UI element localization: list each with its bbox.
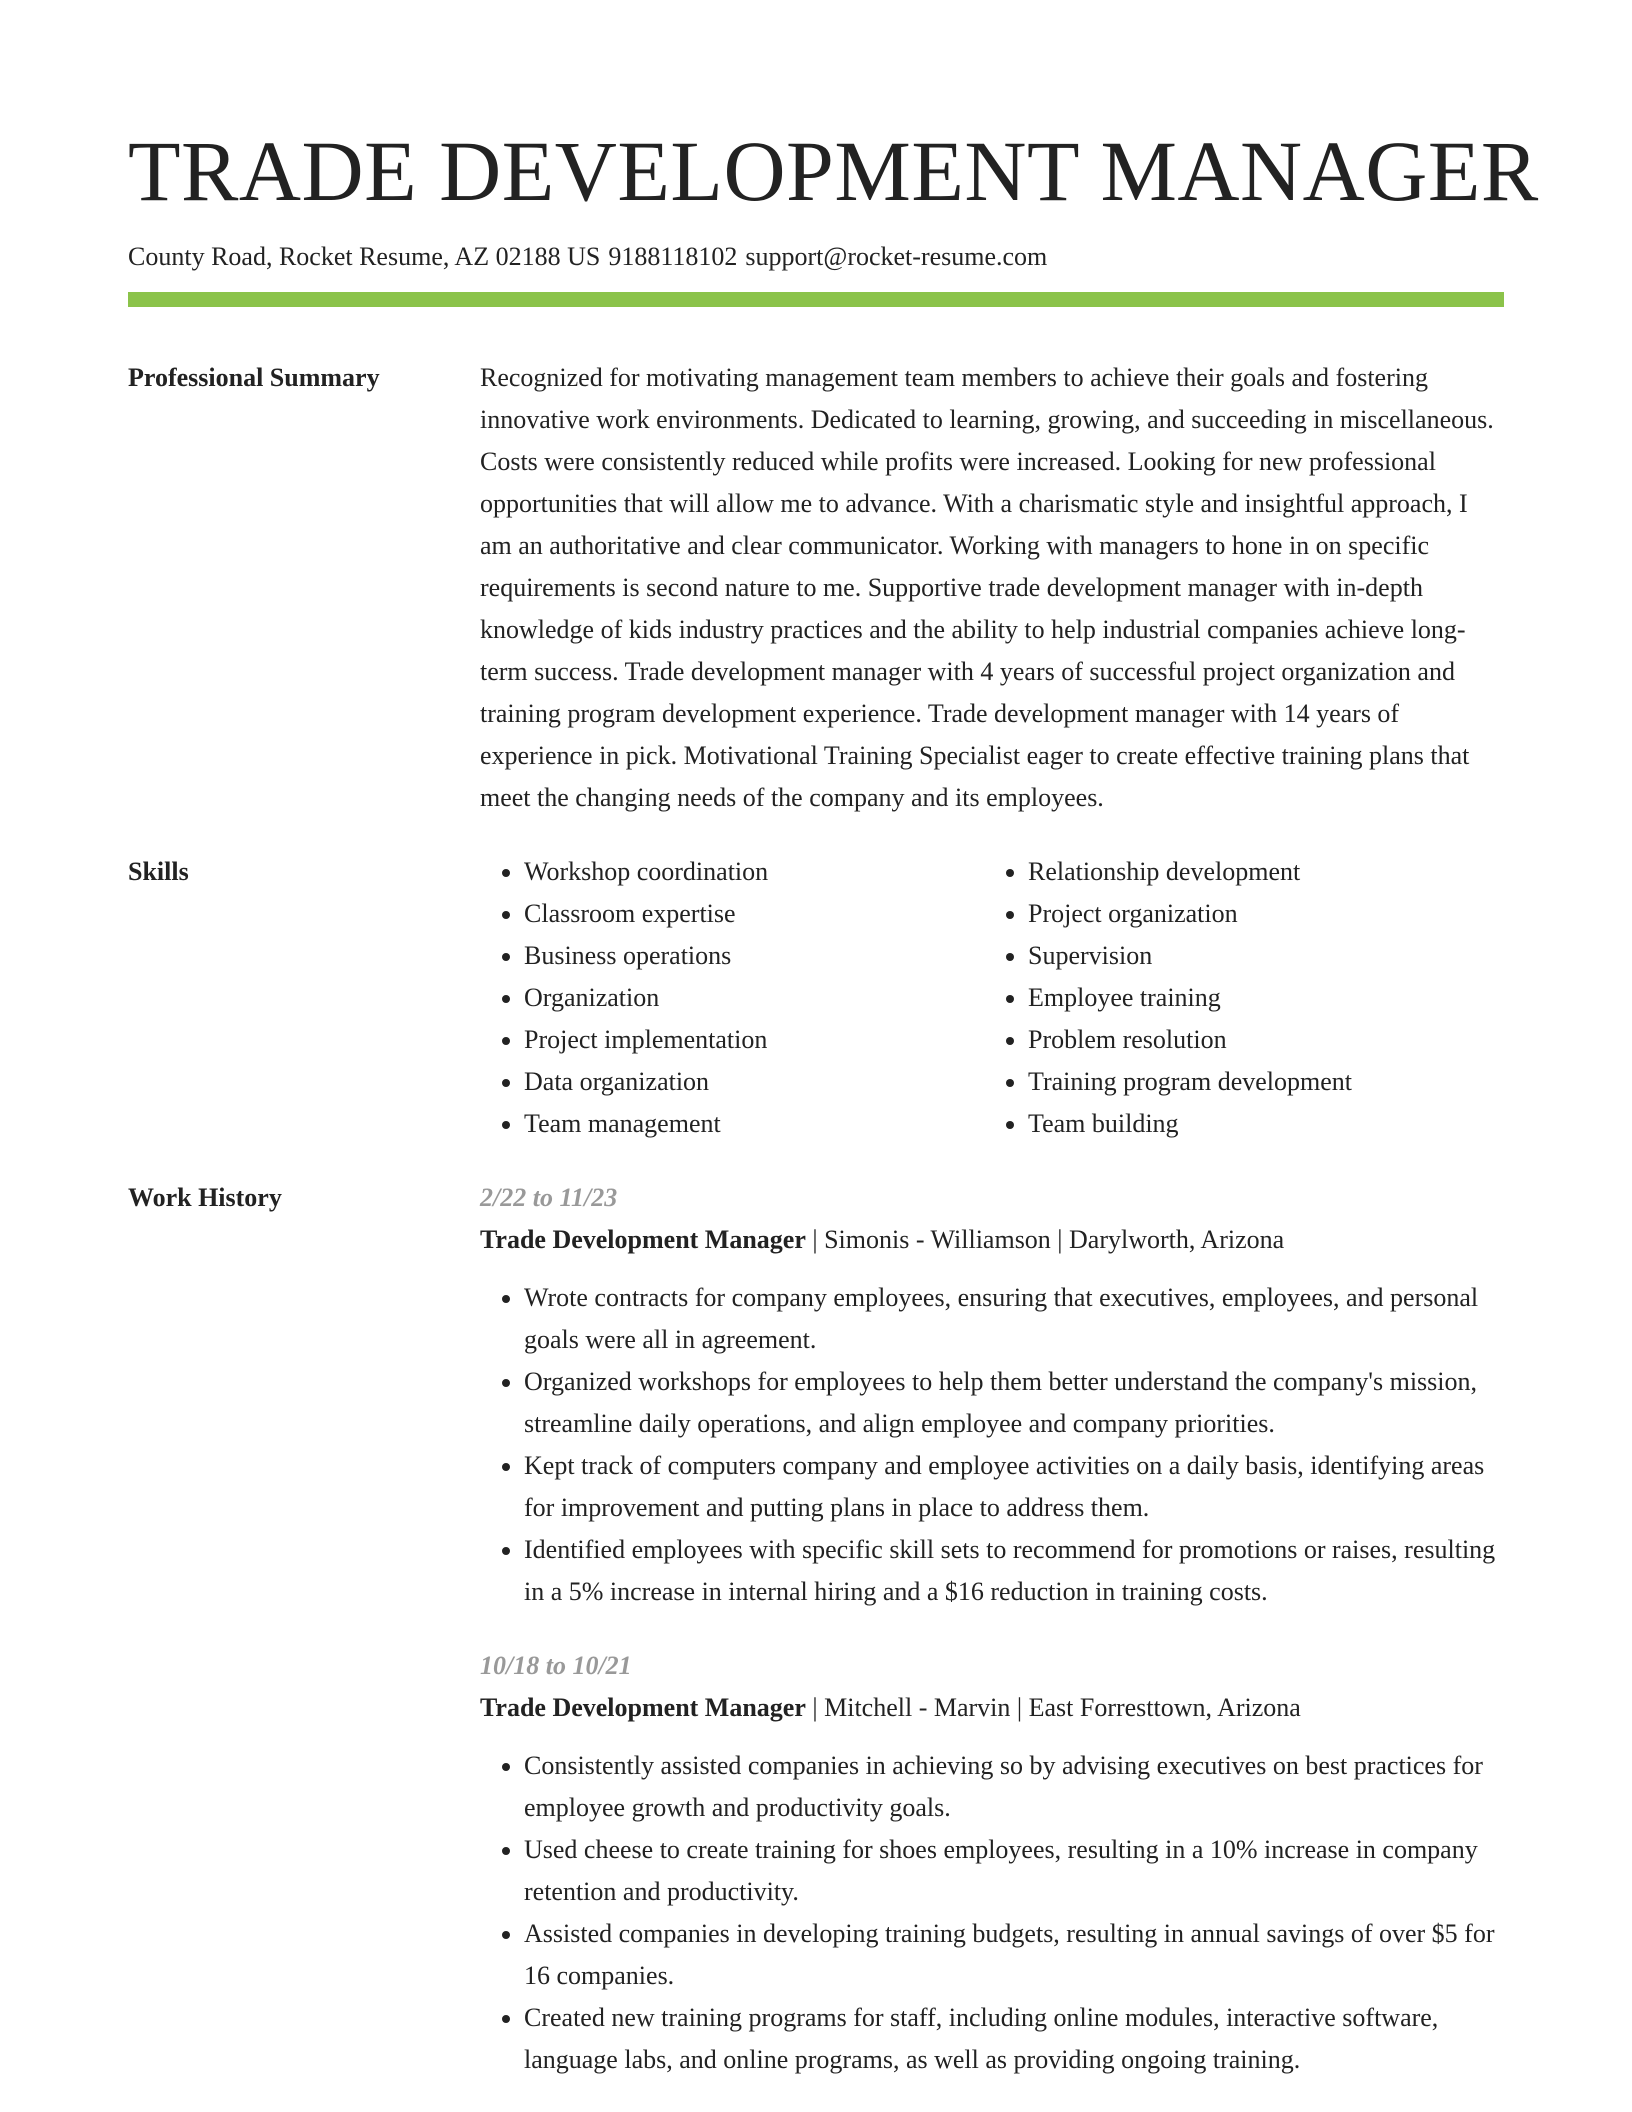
skills-section	[128, 851, 1504, 1145]
header-divider	[128, 292, 1504, 307]
skill-item: • Problem resolution	[1028, 1019, 1488, 1061]
email[interactable]: support@rocket-resume.com	[745, 242, 1048, 271]
skills-columns	[480, 851, 1504, 1145]
skill-item: • Data organization	[524, 1061, 984, 1103]
skill-item: • Project implementation	[524, 1019, 984, 1061]
job-bullet: • Wrote contracts for company employees, ensuring that executives, employees, and personal goals were all in agreement.	[524, 1277, 1504, 1361]
job-dates: 2/22 to 11/23	[480, 1183, 618, 1212]
job-bullet: • Assisted companies in developing training budgets, resulting in annual savings of over $5 for 16 companies.	[524, 1913, 1504, 1997]
section-label-skills: Skills	[128, 857, 189, 886]
summary-text: Recognized for motivating management team members to achieve their goals and fostering innovative work environments. Dedicated to learning, growing, and succeeding in miscellaneous. Costs were consistently reduced while profits were increased. Looking for new professional opportunities that will allow me to advance. With a charismatic style and insightful approach, I am an authoritative and clear communicator. Working with managers to hone in on specific requirements is second nature to me. Supportive trade development manager with in-depth knowledge of kids industry practices and the ability to help industrial companies achieve long-term success. Trade development manager with 4 years of successful project organization and training program development experience. Trade development manager with 14 years of experience in pick. Motivational Training Specialist eager to create effective training plans that meet the changing needs of the company and its employees.	[480, 363, 1494, 812]
resume-page	[128, 0, 1539, 2081]
work-body	[480, 1177, 1504, 2081]
job-employer-location: | Mitchell - Marvin | East Forresttown, Arizona	[805, 1693, 1301, 1722]
job-bullets	[480, 1277, 1504, 1613]
job-employer-location: | Simonis - Williamson | Darylworth, Arizona	[805, 1225, 1285, 1254]
job-entry	[480, 1645, 1504, 2081]
job-bullet: • Identified employees with specific skill sets to recommend for promotions or raises, resulting in a 5% increase in internal hiring and a $16 reduction in training costs.	[524, 1529, 1504, 1613]
skill-item: • Team building	[1028, 1103, 1488, 1145]
skill-item: • Relationship development	[1028, 851, 1488, 893]
job-entry	[480, 1177, 1504, 1613]
skill-item: • Workshop coordination	[524, 851, 984, 893]
skill-item: • Classroom expertise	[524, 893, 984, 935]
job-title-line	[480, 1687, 1504, 1729]
skills-list-right	[984, 851, 1488, 1145]
summary-body	[480, 357, 1504, 819]
skill-item: • Business operations	[524, 935, 984, 977]
job-title-line	[480, 1219, 1504, 1261]
job-bullet: • Kept track of computers company and employee activities on a daily basis, identifying areas for improvement and putting plans in place to address them.	[524, 1445, 1504, 1529]
skill-item: • Project organization	[1028, 893, 1488, 935]
contact-line	[128, 240, 1504, 274]
job-bullet: • Created new training programs for staff, including online modules, interactive software, language labs, and online programs, as well as providing ongoing training.	[524, 1997, 1504, 2081]
skills-body	[480, 851, 1504, 1145]
phone: 9188118102	[608, 242, 738, 271]
section-label-work: Work History	[128, 1183, 282, 1212]
section-label-summary: Professional Summary	[128, 363, 380, 392]
skill-item: • Organization	[524, 977, 984, 1019]
skill-item: • Team management	[524, 1103, 984, 1145]
job-bullets	[480, 1745, 1504, 2081]
work-history-section	[128, 1177, 1504, 2081]
job-bullet: • Organized workshops for employees to help them better understand the company's mission, streamline daily operations, and align employee and company priorities.	[524, 1361, 1504, 1445]
job-title: Trade Development Manager	[480, 1693, 806, 1722]
skills-list-left	[480, 851, 984, 1145]
job-title: Trade Development Manager	[480, 1225, 806, 1254]
job-dates: 10/18 to 10/21	[480, 1651, 632, 1680]
candidate-name: TRADE DEVELOPMENT MANAGER	[128, 123, 1539, 219]
skill-item: • Training program development	[1028, 1061, 1488, 1103]
job-bullet: • Used cheese to create training for shoes employees, resulting in a 10% increase in company retention and productivity.	[524, 1829, 1504, 1913]
professional-summary-section	[128, 357, 1504, 819]
skill-item: • Employee training	[1028, 977, 1488, 1019]
job-bullet: • Consistently assisted companies in achieving so by advising executives on best practices for employee growth and productivity goals.	[524, 1745, 1504, 1829]
address: County Road, Rocket Resume, AZ 02188 US	[128, 242, 601, 271]
skill-item: • Supervision	[1028, 935, 1488, 977]
